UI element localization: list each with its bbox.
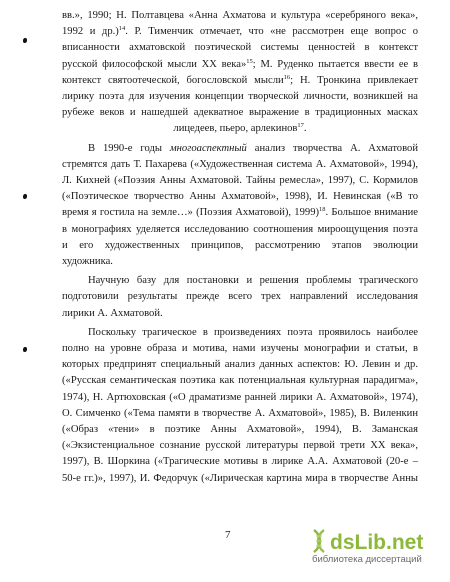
line-text: лицедеев, пьеро, арлекинов — [173, 123, 298, 135]
text-line — [62, 455, 418, 469]
margin-mark — [23, 347, 27, 352]
text-line — [62, 90, 418, 104]
text-line — [62, 190, 418, 204]
line-text: Поскольку трагическое в произведениях поэта проявилось наиболее — [88, 326, 418, 338]
footnote-ref[interactable]: 16 — [283, 73, 291, 81]
text-line — [62, 472, 418, 486]
line-text: ; М. Руденко пытается ввести ее в — [252, 58, 418, 70]
dna-icon — [314, 530, 324, 552]
text-line — [62, 58, 418, 72]
line-text: 1997), В. Шоркина («Трагические мотивы в лирике А.А. Ахматовой (20-е – — [62, 456, 418, 468]
line-text: вписанности ахматовской поэтической системы ценностей в контекст — [62, 42, 418, 54]
text-line — [62, 25, 418, 39]
text-line — [62, 206, 418, 220]
text-line — [88, 142, 418, 156]
line-text: . Р. Тименчик отмечает, что «не рассмотрен еще вопрос о — [125, 26, 418, 38]
text-line — [62, 358, 418, 372]
line-text: в монографиях уделяется исследованию соотношения мироощущения поэта — [62, 223, 418, 235]
text-line — [62, 74, 418, 88]
line-text: В 1990-е годы — [88, 142, 170, 154]
text-line — [62, 122, 418, 136]
text-line — [62, 223, 418, 237]
line-text: («Поэтическое творчество Анны Ахматовой», 1998), И. Невинская («В то — [62, 191, 418, 203]
line-text: полно на уровне образа и мотива, нами изучены монографии и статьи, в — [62, 343, 418, 354]
line-text: которых предпринят специальный анализ данных аспектов: Ю. Левин и др. — [62, 359, 418, 371]
text-line — [62, 423, 418, 437]
line-text: Научную базу для постановки и решения проблемы трагического — [88, 275, 418, 287]
margin-mark — [23, 38, 27, 43]
line-text: вв.», 1990; Н. Полтавцева «Анна Ахматова и культура «серебряного века», — [62, 10, 418, 21]
line-text: лирики А. Ахматовой. — [62, 307, 163, 319]
line-text: («Русская семантическая поэтика как потенциальная культурная парадигма», — [62, 375, 418, 387]
text-line — [88, 326, 418, 340]
line-text: анализ творчества А. Ахматовой — [246, 142, 418, 154]
line-text: подготовили результаты прежде всего трех направлений исследования — [62, 291, 418, 303]
logo-text: dsLib.net — [330, 531, 424, 554]
line-text: О. Симченко («Тема памяти в творчестве А. Ахматовой», 1985), В. Виленкин — [62, 407, 418, 419]
line-text: 50-е гг.)», 1997), И. Федорчук («Лирическая картина мира в творчестве Анны — [62, 472, 418, 484]
text-line — [62, 342, 418, 356]
footnote-ref[interactable]: 15 — [246, 57, 253, 65]
footnote-ref[interactable]: 17 — [297, 122, 304, 130]
text-line — [62, 307, 418, 321]
watermark-subtitle: библиотека диссертаций — [312, 554, 422, 565]
text-line — [62, 174, 418, 188]
line-text: и его художественных принципов, рассмотрению этапов эволюции — [62, 239, 418, 251]
text-line — [62, 407, 418, 421]
dslib-logo — [310, 526, 438, 556]
line-text: рубеже веков и нашедшей адекватное выражение в традиционных масках — [62, 107, 418, 119]
text-line — [88, 274, 418, 288]
text-line — [62, 158, 418, 172]
line-text: . Большое внимание — [325, 207, 419, 219]
footnote-ref[interactable]: 18 — [319, 206, 326, 214]
line-text: контекст святоотеческой, богословской мысли — [62, 74, 284, 86]
line-text: ; Н. Тронкина привлекает — [290, 74, 419, 86]
text-line — [62, 439, 418, 453]
text-line — [62, 255, 418, 269]
line-text: . — [303, 123, 307, 135]
line-text: стремятся дать Т. Пахарева («Художественная система А. Ахматовой», 1994), — [62, 158, 418, 170]
text-line — [62, 290, 418, 304]
line-text: («Образ «тени» в поэтике Анны Ахматовой», 1994), В. Заманская — [62, 424, 418, 435]
line-text: 1992 и др.) — [62, 26, 119, 38]
line-text: Л. Кихней («Поэзия Анны Ахматовой. Тайны ремесла», 1997), С. Кормилов — [62, 175, 418, 186]
line-text: («Экзистенциальное сознание русской литературы первой трети XX века», — [62, 440, 418, 452]
line-text: время я гостила на земле…» (Поэзия Ахматовой), 1999) — [62, 207, 320, 219]
watermark — [310, 526, 440, 568]
text-line — [62, 9, 418, 23]
text-line — [62, 239, 418, 253]
page-number: 7 — [225, 529, 231, 541]
line-text: лирику поэта для изучения концепции творческой личности, возникшей на — [62, 91, 418, 102]
line-text: русской философской мысли XX века» — [62, 58, 247, 70]
margin-mark — [23, 194, 27, 199]
line-text: художника. — [62, 256, 113, 267]
text-line — [62, 41, 418, 55]
text-line — [62, 391, 418, 405]
line-text: 1974), Н. Артюховская («О драматизме ранней лирики А. Ахматовой», 1974), — [62, 391, 418, 403]
text-line — [62, 106, 418, 120]
emphasis-text: многоаспектный — [169, 142, 247, 154]
footnote-ref[interactable]: 14 — [118, 25, 126, 33]
text-line — [62, 374, 418, 388]
